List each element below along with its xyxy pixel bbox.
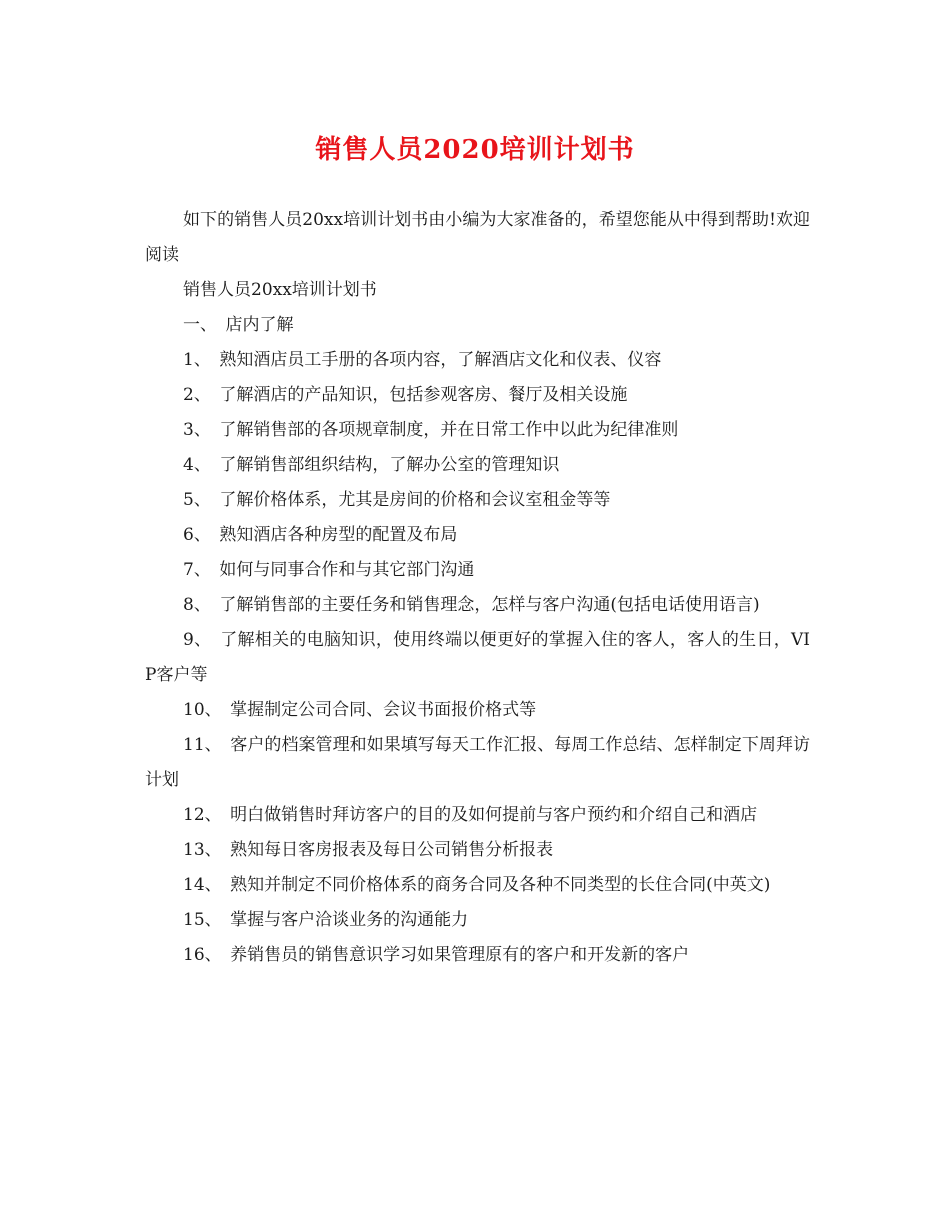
list-item: 6、 熟知酒店各种房型的配置及布局 [183, 525, 458, 545]
list-item: 5、 了解价格体系，尤其是房间的价格和会议室租金等等 [183, 490, 611, 510]
list-item: 7、 如何与同事合作和与其它部门沟通 [183, 560, 475, 580]
list-item: 2、 了解酒店的产品知识，包括参观客房、餐厅及相关设施 [183, 385, 628, 405]
document-title: 销售人员2020培训计划书 [315, 135, 635, 165]
list-item: 11、 客户的档案管理和如果填写每天工作汇报、每周工作总结、怎样制定下周拜访计划 [145, 735, 810, 790]
list-item: 10、 掌握制定公司合同、会议书面报价格式等 [183, 700, 537, 720]
document-body [145, 203, 810, 973]
list-item: 1、 熟知酒店员工手册的各项内容，了解酒店文化和仪表、仪容 [183, 350, 662, 370]
list-item: 8、 了解销售部的主要任务和销售理念，怎样与客户沟通(包括电话使用语言) [183, 595, 760, 615]
list-item: 4、 了解销售部组织结构，了解办公室的管理知识 [183, 455, 560, 475]
list-item: 3、 了解销售部的各项规章制度，并在日常工作中以此为纪律准则 [183, 420, 679, 440]
list-item: 12、 明白做销售时拜访客户的目的及如何提前与客户预约和介绍自己和酒店 [183, 805, 758, 825]
section-heading: 一、 店内了解 [183, 315, 294, 335]
list-item: 9、 了解相关的电脑知识，使用终端以便更好的掌握入住的客人，客人的生日，VIP客户等 [145, 630, 810, 685]
list-item: 15、 掌握与客户洽谈业务的沟通能力 [183, 910, 469, 930]
list-item: 16、 养销售员的销售意识学习如果管理原有的客户和开发新的客户 [183, 945, 690, 965]
list-item: 13、 熟知每日客房报表及每日公司销售分析报表 [183, 840, 554, 860]
intro-paragraph: 如下的销售人员20xx培训计划书由小编为大家准备的，希望您能从中得到帮助!欢迎阅读 [145, 210, 810, 265]
subtitle-paragraph: 销售人员20xx培训计划书 [183, 280, 377, 300]
list-item: 14、 熟知并制定不同价格体系的商务合同及各种不同类型的长住合同(中英文) [183, 875, 771, 895]
